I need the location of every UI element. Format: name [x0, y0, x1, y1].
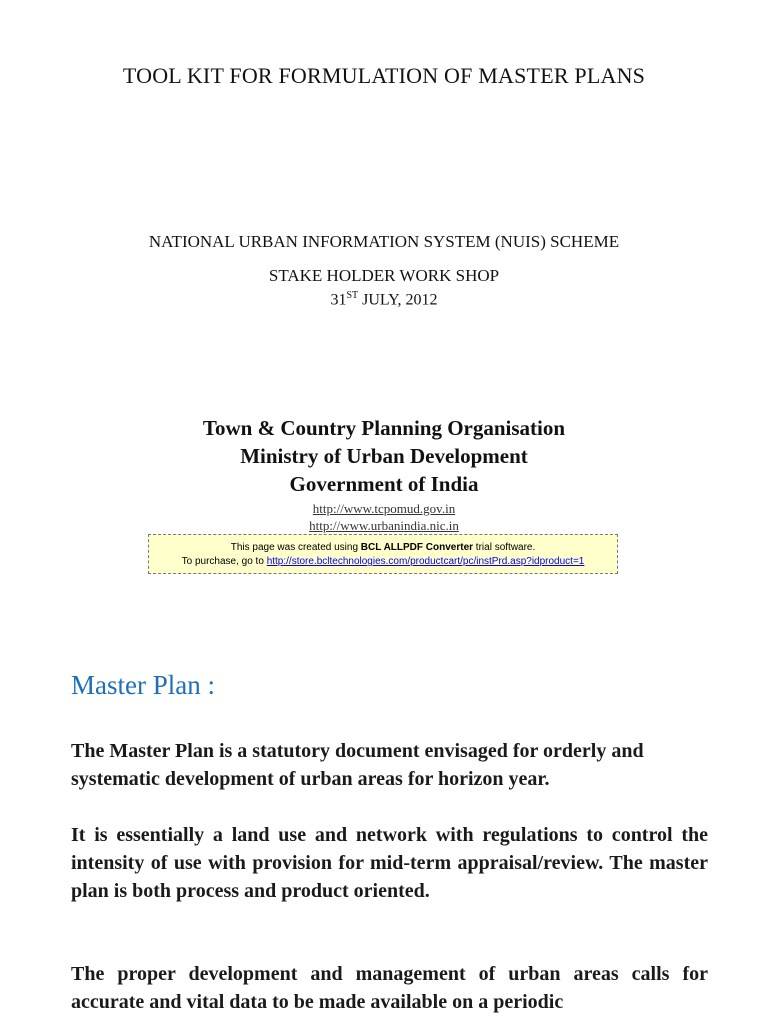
government-name: Government of India — [289, 472, 479, 496]
workshop-name: STAKE HOLDER WORK SHOP — [268, 266, 500, 285]
purchase-link[interactable]: http://store.bcltechnologies.com/productcart/pc/instPrd.asp?idproduct=1 — [266, 556, 585, 567]
date-suffix: ST — [346, 290, 359, 301]
date-day: 31 — [330, 291, 347, 309]
banner-line-2: To purchase, go to http://store.bcltechnologies.com/productcart/pc/instPrd.asp?idproduct=1 — [181, 556, 585, 567]
paragraph-3: The proper development and management of urban areas calls for accurate and vital data to be made available on a periodic — [71, 963, 708, 1013]
document-title: TOOL KIT FOR FORMULATION OF MASTER PLANS — [122, 63, 646, 88]
section-heading: Master Plan : — [71, 670, 215, 700]
banner-line-1: This page was created using BCL ALLPDF Converter trial software. — [230, 542, 536, 553]
paragraph-2: It is essentially a land use and network with regulations to control the intensity of use with provision for mid-term appraisal/review. The master plan is both process and product oriented. — [71, 824, 708, 902]
paragraph-1: The Master Plan is a statutory document envisaged for orderly and systematic development of urban areas for horizon year. — [71, 740, 644, 790]
tcpo-website-link[interactable]: http://www.tcpomud.gov.in — [312, 501, 456, 516]
scheme-name: NATIONAL URBAN INFORMATION SYSTEM (NUIS) SCHEME — [148, 232, 620, 251]
event-date — [0, 290, 768, 309]
organisation-name: Town & Country Planning Organisation — [202, 416, 566, 440]
urbanindia-website-link[interactable]: http://www.urbanindia.nic.in — [309, 518, 459, 533]
ministry-name: Ministry of Urban Development — [240, 444, 528, 468]
date-month-year: JULY, 2012 — [358, 291, 438, 309]
product-name: BCL ALLPDF Converter — [360, 542, 474, 553]
trial-software-banner — [148, 534, 618, 574]
